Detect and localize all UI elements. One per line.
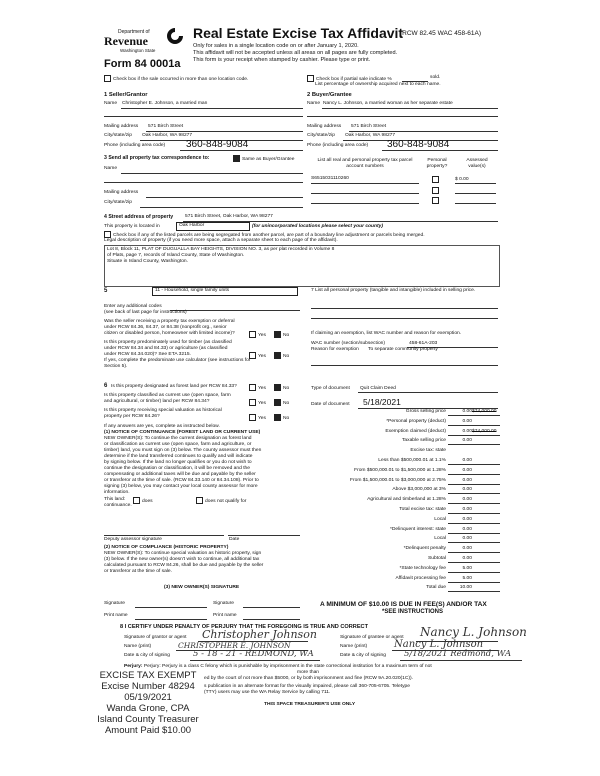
form-statute: (RCW 82.45 WAC 458-61A)	[400, 30, 482, 37]
s6-q2-no[interactable]: No	[274, 399, 289, 407]
tax-row-value[interactable]: 0.00	[462, 516, 472, 522]
s5-q2-line4: If yes, complete the predominate use calculator (see instructions for	[104, 358, 251, 363]
new-owner-sig-line-1[interactable]	[135, 607, 207, 608]
tax-row-value[interactable]: 0.00	[462, 556, 472, 561]
tax-row-value[interactable]: 0.00	[462, 438, 472, 444]
s6-q2-line1: Is this property classified as current use (open space, farm	[104, 393, 231, 398]
legal-label: Legal description of property (if you need more space, attach a separate sheet to each page of the affidavit).	[104, 238, 338, 243]
n1-line: continue the designation or classification, it will be removed and the	[104, 466, 250, 471]
s5-q2-line5: Section 5).	[104, 364, 128, 369]
s6-if-yes: If any answers are yes, complete as instructed below.	[104, 424, 220, 429]
tax-row-label: Agricultural and timberland at 1.28%	[367, 497, 446, 503]
n1-line: determine if the land transferred continues to qualify and will indicate	[104, 454, 253, 459]
legal-line-3: Situate in Island County, Washington.	[107, 259, 189, 264]
new-owner-print-label-1: Print name	[104, 613, 128, 618]
buyer-name-label: Name	[307, 101, 321, 106]
new-owner-sig-line-2[interactable]	[243, 607, 300, 608]
s5-q1-yes[interactable]: Yes	[249, 331, 266, 339]
header-note-3: This form is your receipt when stamped by cashier. Please type or print.	[193, 57, 371, 63]
see-back-note: (see back of last page for instructions)	[104, 310, 187, 315]
new-owner-sig-label-2: Signature	[213, 601, 234, 606]
s5-q1-no[interactable]: No	[274, 331, 289, 339]
additional-codes-label: Enter any additional codes	[104, 304, 162, 309]
section3-heading-text: 3 Send all property tax correspondence to:	[104, 155, 210, 161]
buyer-phone[interactable]: 360-848-9084	[387, 139, 450, 150]
personal-property-checkbox-3[interactable]	[432, 197, 439, 204]
additional-codes-field[interactable]	[170, 310, 300, 311]
s5-q2-line2: under RCW 84.34 and 84.33) or agriculture (as classified	[104, 346, 228, 351]
exemption-reason[interactable]: To separate community property	[368, 347, 438, 352]
tax-row-value[interactable]: 0.00	[462, 458, 472, 463]
tax-row-line	[448, 493, 500, 494]
seller-city[interactable]: Oak Harbor, WA 98277	[142, 133, 193, 138]
property-address[interactable]: 571 Birch Street, Oak Harbor, WA 98277	[185, 214, 273, 219]
n1-line: signing (3) below, you may contact your local county assessor for more	[104, 484, 258, 489]
washington-seal-icon	[166, 27, 184, 45]
tax-row-value[interactable]: 5.00	[462, 575, 472, 581]
col-parcels: List all real and personal property tax parcel account numbers	[317, 158, 413, 169]
assessed-value[interactable]: $ 0.00	[455, 177, 469, 182]
n2-title: (2) NOTICE OF COMPLIANCE (HISTORIC PROPERTY)	[104, 545, 229, 550]
new-owner-print-line-2[interactable]	[243, 619, 300, 620]
tax-row-label: Less than $500,000.01 at 1.1%	[378, 458, 446, 463]
personal-property-checkbox-2[interactable]	[432, 187, 439, 194]
seller-mailing[interactable]: 571 Birch Street	[148, 124, 184, 129]
tax-row-line	[448, 444, 500, 445]
tax-row-line	[448, 503, 500, 504]
n1-line: or classification as current use (open space, farm and agriculture, or	[104, 442, 252, 447]
col-personal: Personal property?	[426, 158, 448, 169]
tax-row-value[interactable]: 0.00	[462, 467, 472, 473]
tax-row-struck-value: $74,000.00	[472, 409, 497, 414]
tax-row-label: Total due	[426, 585, 446, 591]
tax-row-line	[448, 552, 500, 553]
segregated-label: Check box if any of the listed parcels are being segregated from another parcel, are part of a boundary line adjustment or parcels being merged.	[113, 232, 425, 238]
section4-heading	[104, 214, 173, 220]
buyer-city-label: City/state/zip	[307, 133, 335, 138]
certify-heading: 8 I CERTIFY UNDER PENALTY OF PERJURY THAT THE FOREGOING IS TRUE AND CORRECT	[120, 624, 369, 630]
s6-q1: Is this property designated as forest land per RCW 84.33?	[111, 384, 237, 389]
tax-row-line	[448, 582, 500, 583]
doc-type-label: Type of document	[311, 386, 350, 391]
stamp-line-4: Wanda Grone, CPA	[106, 703, 190, 714]
s6-q1-no[interactable]: No	[274, 384, 289, 392]
grantee-sig-label: Signature of grantee or agent	[340, 635, 404, 640]
buyer-name[interactable]: Nancy L. Johnson, a married woman as her separate estate	[323, 101, 453, 106]
partial-sale-label: Check box if partial sale indicate %	[316, 76, 392, 82]
tax-row-value[interactable]: 0.00	[462, 477, 472, 483]
seller-name[interactable]: Christopher E. Johnson, a married man	[122, 101, 208, 106]
seller-phone-label: Phone (including area code)	[104, 143, 166, 148]
s5-q2-line1: Is this property predominately used for timber (as classified	[104, 340, 232, 345]
tax-row-value[interactable]: 0.00	[462, 409, 472, 414]
does-not-qualify-check[interactable]: does not qualify for	[196, 497, 246, 505]
tax-row-line	[448, 464, 500, 465]
section3-heading	[104, 155, 210, 161]
land-use-code-select[interactable]: 11 - Household, single family units	[152, 287, 298, 296]
tax-row-value[interactable]: 0.00	[462, 487, 472, 493]
tax-row-line	[448, 533, 500, 534]
n1-line: information.	[104, 490, 130, 495]
seller-mailing-label: Mailing address	[104, 124, 139, 129]
section6-num: 6	[104, 383, 108, 389]
treasurer-stamp	[96, 670, 200, 736]
grantor-date-city[interactable]: 5 - 18 - 21 - REDMOND, WA	[193, 649, 314, 659]
tax-row-value[interactable]: 0.00	[462, 536, 472, 542]
s6-q2-line2: and agricultural, or timber) land per RCW 84.34?	[104, 399, 210, 404]
s6-q1-yes[interactable]: Yes	[249, 384, 266, 392]
s5-q1-line2: under RCW 84.36, 84.37, or 84.38 (nonprofit org., senior	[104, 325, 227, 330]
tax-row-line	[448, 484, 500, 485]
tax-row-label: Above $3,000,000 at 3%	[392, 487, 446, 493]
tax-row-label: *Delinquent interest: state	[389, 526, 446, 532]
n2-line: (3) below. If the new owner(s) doesn't wish to continue, all additional tax	[104, 557, 260, 562]
n1-line: compensating or additional taxes will be due and payable by the seller	[104, 472, 256, 477]
section7-heading: 7 List all personal property (tangible and intangible) included in selling price.	[311, 288, 476, 293]
s5-q2-line3: under RCW 84.34.020)? See ETA 3215.	[104, 352, 191, 357]
tax-row-label: Taxable selling price	[401, 438, 446, 444]
grantor-sig-label: Signature of grantor or agent	[124, 635, 187, 640]
grantee-print-label: Name (print)	[340, 644, 368, 649]
tax-row-line	[448, 591, 500, 592]
grantee-print-name[interactable]: Nancy L. Johnson	[394, 639, 484, 650]
deputy-date-label: Date	[229, 537, 240, 542]
grantor-print-name[interactable]: CHRISTOPHER E. JOHNSON	[178, 641, 291, 650]
tax-row-line	[448, 415, 500, 416]
segregated-checkbox[interactable]	[104, 231, 111, 238]
stamp-line-1: EXCISE TAX EXEMPT	[99, 670, 197, 681]
more-locations-checkbox[interactable]	[104, 75, 111, 82]
same-as-buyer-check[interactable]	[233, 155, 294, 163]
doc-date-label: Date of document	[311, 402, 350, 407]
location-select[interactable]: Oak Harbor	[176, 222, 250, 231]
grantee-date-city[interactable]: 5/18/2021 Redmond, WA	[404, 649, 512, 659]
grantor-signature[interactable]: Christopher Johnson	[202, 628, 317, 641]
tax-row-line	[448, 542, 500, 543]
buyer-mailing-label: Mailing address	[307, 124, 342, 129]
perjury-line-4: s publication in an alternate format for the visually impaired, please call 360-705-6705. Teletype	[204, 684, 410, 689]
stamp-line-3: 05/19/2021	[124, 692, 172, 703]
dept-line2: Revenue	[104, 34, 148, 48]
s3-mailing-label: Mailing address	[104, 190, 139, 195]
personal-property-checkbox[interactable]	[432, 176, 439, 183]
s6-q3-yes[interactable]: Yes	[249, 414, 266, 422]
s3-city-label: City/state/zip	[104, 200, 132, 205]
perjury-line-5: (TTY) users may use the WA Relay Service by calling 711.	[204, 690, 331, 695]
n1-line: or transferor at the time of sale. (RCW 84.33.140 or 84.34.108). Prior to	[104, 478, 259, 483]
legal-line-2: of Plats, page 7, records of Island County, State of Washington.	[107, 253, 245, 258]
tax-row-label: Excise tax: state	[410, 448, 446, 454]
perjury-line-3: ed by the court of not more than $5000, or by both imprisonment and fine (RCW 9A.20.020(1C)).	[204, 676, 414, 681]
tax-row-label: *Personal property (deduct)	[386, 418, 446, 424]
s6-q3-no[interactable]: No	[274, 414, 289, 422]
stamp-line-2: Excise Number 48294	[101, 681, 195, 692]
perjury-line-1-text: Perjury: Perjury is a class C felony which is punishable by imprisonment in the state correctional institution for a maximum term of not	[143, 664, 432, 669]
buyer-heading: 2 Buyer/Grantee	[307, 92, 352, 98]
legal-description-box[interactable]	[104, 245, 500, 287]
this-land-label: This land:	[104, 497, 126, 502]
tax-row-line	[448, 474, 500, 475]
col-assessed: Assessed value(s)	[466, 158, 488, 169]
section4-heading-text: 4 Street address of property	[104, 214, 174, 220]
header-note-1: Only for sales in a single location code on or after January 1, 2020.	[193, 43, 359, 49]
parcel-number[interactable]: S6515031110260	[311, 176, 349, 181]
located-in-label: This property is located in	[104, 224, 160, 229]
partial-sold: sold.	[430, 75, 441, 80]
n1-title: (1) NOTICE OF CONTINUANCE (FOREST LAND OR CURRENT USE)	[104, 430, 261, 435]
tax-row-label: Gross selling price	[405, 409, 446, 414]
legal-line-1: Lot 8, Block 11, PLAT OF DUGUALLA BAY HEIGHTS, DIVISION NO. 3, as per plat recorded in Volume 8	[107, 247, 335, 252]
tax-row-label: Total excise tax: state	[399, 507, 446, 512]
header-note-2: This affidavit will not be accepted unless all areas on all pages are fully completed.	[193, 50, 398, 56]
more-locations-check[interactable]	[104, 75, 248, 83]
perjury-line-1: Perjury: Perjury: Perjury is a class C felony which is punishable by imprisonment in the state correctional institution for a maximum term of not	[124, 664, 432, 669]
s6-q3-line1: Is this property receiving special valuation as historical	[104, 408, 222, 413]
does-qualify-check[interactable]: does	[133, 497, 153, 505]
stamp-line-6: Amount Paid $10.00	[104, 725, 192, 736]
treasurer-use-only: THIS SPACE TREASURER'S USE ONLY	[264, 702, 356, 707]
tax-row-struck-value: $74,000.00	[472, 428, 497, 434]
tax-row-value[interactable]: 0.00	[462, 418, 472, 424]
tax-row-line	[448, 513, 500, 514]
n3-title: (3) NEW OWNER(S) SIGNATURE	[164, 585, 240, 590]
grantee-signature[interactable]: Nancy L. Johnson	[420, 625, 527, 639]
tax-row-value[interactable]: 5.00	[462, 565, 472, 571]
unincorporated-note: (for unincorporated locations please select your county)	[252, 224, 383, 229]
tax-row-line	[448, 572, 500, 573]
buyer-city[interactable]: Oak Harbor, WA 98277	[345, 133, 396, 138]
s3-name-label: Name	[104, 166, 118, 171]
new-owner-print-line-1[interactable]	[135, 619, 207, 620]
tax-row-label: Subtotal	[428, 556, 446, 561]
n2-line: or transferor at the time of sale.	[104, 569, 172, 574]
tax-row-value[interactable]: 0.00	[462, 428, 472, 434]
tax-row-label: From $1,500,000.01 to $3,000,000 at 2.75%	[350, 477, 446, 483]
partial-sale-note: List percentage of ownership acquired next to each name.	[315, 82, 441, 87]
see-instructions: *SEE INSTRUCTIONS	[382, 609, 444, 615]
deputy-date-line[interactable]	[228, 535, 300, 536]
deputy-label: Deputy assessor signature	[104, 537, 162, 542]
tax-row-value[interactable]: 10.00	[459, 585, 472, 591]
tax-row-line	[448, 435, 500, 436]
wac-number[interactable]: 458-61A-203	[409, 341, 438, 346]
tax-row-line	[448, 425, 500, 426]
tax-row-line	[448, 562, 500, 563]
buyer-mailing[interactable]: 571 Birch Street	[351, 124, 387, 129]
tax-row-label: From $500,000.01 to $1,500,000 at 1.28%	[354, 467, 446, 473]
s5-q2-no[interactable]: No	[274, 352, 289, 360]
tax-row-line	[448, 523, 500, 524]
s6-q2-yes[interactable]: Yes	[249, 399, 266, 407]
seller-heading: 1 Seller/Grantor	[104, 92, 148, 98]
more-locations-label: Check box if the sale occurred in more than one location code.	[113, 76, 249, 82]
grantor-date-label: Date & city of signing	[124, 653, 170, 658]
exemption-label: If claiming an exemption, list WAC number and reason for exemption.	[311, 331, 462, 336]
tax-row-label: Affidavit processing fee	[395, 575, 446, 581]
section5-num: 5	[104, 288, 108, 294]
same-as-buyer-label: Same as Buyer/Grantee	[242, 156, 295, 162]
grantor-print-label: Name (print)	[124, 644, 152, 649]
tax-row-label: *State technology fee	[399, 565, 446, 571]
same-as-buyer-checkbox[interactable]	[233, 155, 240, 162]
perjury-line-2: more than	[297, 670, 320, 675]
new-owner-sig-label-1: Signature	[104, 601, 125, 606]
continuance-label: continuance.	[104, 503, 132, 508]
s5-q2-yes[interactable]: Yes	[249, 352, 266, 360]
tax-row-label: *Delinquent penalty	[403, 546, 446, 552]
s6-q3-line2: property per RCW 84.26?	[104, 414, 160, 419]
n1-line: NEW OWNER(S): To continue the current designation as forest land	[104, 436, 252, 441]
stamp-line-5: Island County Treasurer	[97, 714, 199, 725]
tax-row-value[interactable]: 0.00	[462, 526, 472, 532]
doc-date[interactable]: 5/18/2021	[363, 397, 401, 407]
doc-type[interactable]: Quit Claim Deed	[360, 386, 396, 391]
tax-row-value[interactable]: 0.00	[462, 546, 472, 552]
tax-row-label: Local	[434, 516, 446, 522]
n1-line: timber) land, you must sign on (3) below. The county assessor must then	[104, 448, 262, 453]
n2-line: calculated pursuant to RCW 84.26, shall be due and payable by the seller	[104, 563, 264, 568]
s5-q1-line3: citizen or disabled person, homeowner with limited income)?	[104, 331, 235, 336]
seller-phone[interactable]: 360-848-9084	[186, 139, 249, 150]
wac-label: WAC number (section/subsection)	[311, 341, 386, 346]
partial-sale-checkbox[interactable]	[307, 75, 314, 82]
buyer-phone-label: Phone (including area code)	[307, 143, 369, 148]
tax-row-label: Exemption claimed (deduct)	[385, 428, 446, 434]
dept-line3: Washington State	[120, 48, 156, 53]
n1-line: by signing below. If the land no longer qualifies or you do not wish to	[104, 460, 252, 465]
deputy-signature-line[interactable]	[104, 535, 224, 536]
tax-row-value[interactable]: 0.00	[462, 497, 472, 503]
grantee-date-label: Date & city of signing	[340, 653, 386, 658]
s5-q1-line1: Was the seller receiving a property tax exemption or deferral	[104, 319, 235, 324]
new-owner-print-label-2: Print name	[213, 613, 237, 618]
tax-row-label: Local	[434, 536, 446, 542]
seller-city-label: City/state/zip	[104, 133, 132, 138]
form-number: Form 84 0001a	[104, 58, 181, 70]
reason-label: Reason for exemption	[311, 347, 359, 352]
form-title: Real Estate Excise Tax Affidavit	[193, 25, 404, 41]
minimum-fee-note: A MINIMUM OF $10.00 IS DUE IN FEE(S) AND/OR TAX	[320, 601, 487, 608]
seller-name-label: Name	[104, 101, 118, 106]
n2-line: NEW OWNER(S): To continue special valuation as historic property, sign	[104, 551, 262, 556]
dept-line1: Department of	[118, 29, 150, 35]
tax-row-value[interactable]: 0.00	[462, 507, 472, 512]
